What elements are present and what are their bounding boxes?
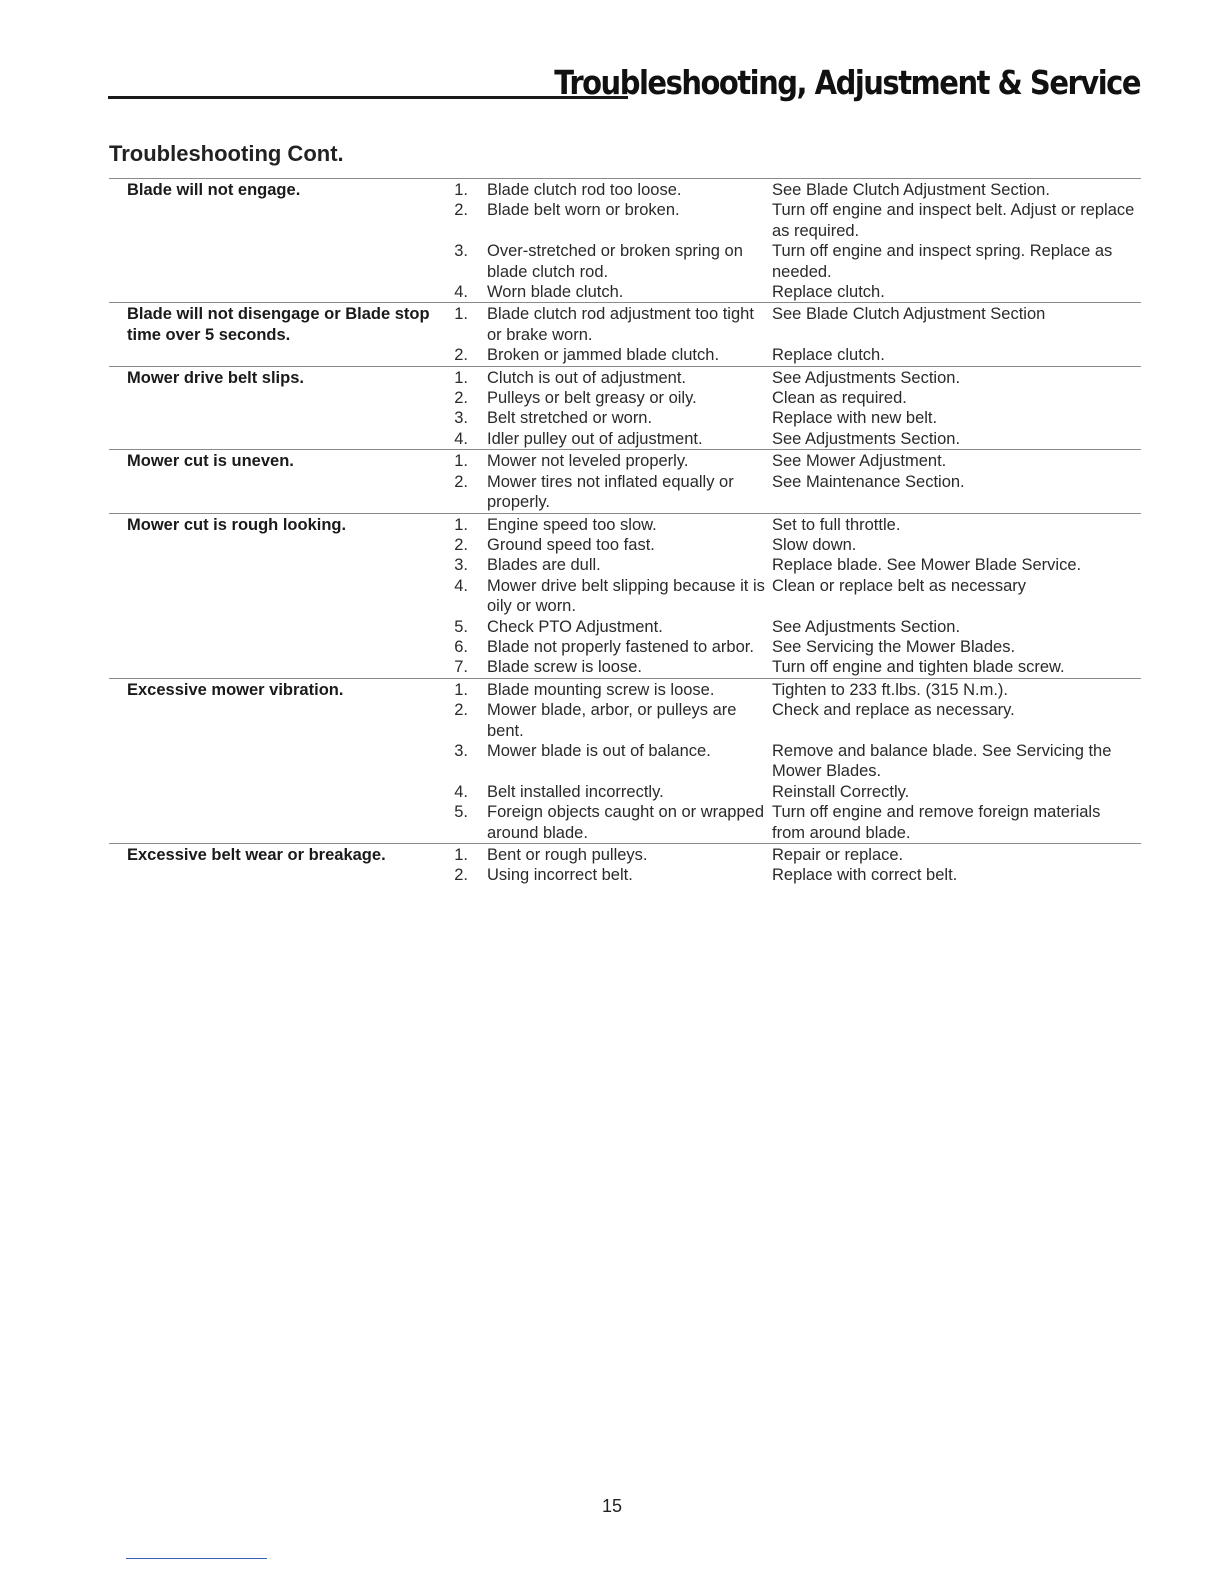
remedy-cell: Turn off engine and tighten blade screw.: [772, 658, 1065, 677]
table-row: [109, 408, 1141, 428]
cause-number: 4.: [454, 782, 468, 801]
remedy-cell: Check and replace as necessary.: [772, 701, 1015, 720]
cause-cell: Pulleys or belt greasy or oily.: [487, 389, 697, 408]
cause-cell: Check PTO Adjustment.: [487, 617, 663, 636]
remedy-cell: Replace clutch.: [772, 346, 885, 365]
table-row: [109, 241, 1141, 282]
remedy-cell: See Maintenance Section.: [772, 472, 965, 491]
remedy-cell: See Blade Clutch Adjustment Section: [772, 303, 1141, 345]
cause-number: 4.: [454, 283, 468, 302]
problem-cell: [109, 200, 430, 241]
cause-cell: Blade not properly fastened to arbor.: [487, 637, 754, 656]
cause-cell: Using incorrect belt.: [487, 866, 633, 885]
remedy-cell: Replace with correct belt.: [772, 866, 958, 885]
remedy-cell: See Adjustments Section.: [772, 617, 961, 636]
remedy-cell: Remove and balance blade. See Servicing the Mower Blades.: [772, 741, 1112, 781]
problem-cell: [109, 535, 430, 555]
cause-number: 2.: [454, 701, 468, 720]
problem-cell: [109, 408, 430, 428]
cause-cell: Blade mounting screw is loose.: [487, 678, 772, 700]
problem-cell: Mower drive belt slips.: [109, 366, 430, 388]
remedy-cell: Repair or replace.: [772, 844, 1141, 866]
cause-number: 4.: [454, 429, 468, 448]
problem-cell: Blade will not engage.: [109, 179, 430, 201]
problem-cell: Mower cut is rough looking.: [109, 513, 430, 535]
table-row: [109, 617, 1141, 637]
table-row: [109, 555, 1141, 575]
cause-number: 1.: [430, 450, 487, 472]
remedy-cell: Replace with new belt.: [772, 409, 938, 428]
problem-cell: [109, 472, 430, 513]
table-row: [109, 535, 1141, 555]
page-header-title: Troubleshooting, Adjustment & Service: [554, 63, 1140, 102]
cause-cell: Blade screw is loose.: [487, 658, 642, 677]
problem-cell: [109, 657, 430, 678]
table-row: [109, 366, 1141, 388]
table-row: [109, 657, 1141, 678]
remedy-cell: Replace blade. See Mower Blade Service.: [772, 556, 1082, 575]
remedy-cell: See Adjustments Section.: [772, 366, 1141, 388]
cause-number: 4.: [454, 576, 468, 595]
cause-cell: Mower drive belt slipping because it is oily or worn.: [487, 576, 765, 616]
problem-cell: [109, 241, 430, 282]
cause-number: 1.: [430, 678, 487, 700]
page-number: 15: [601, 1496, 623, 1516]
table-row: [109, 576, 1141, 617]
remedy-cell: Reinstall Correctly.: [772, 782, 910, 801]
cause-cell: Blade belt worn or broken.: [487, 201, 680, 220]
cause-cell: Mower blade, arbor, or pulleys are bent.: [487, 701, 737, 740]
cause-number: 2.: [454, 201, 468, 220]
table-row: [109, 678, 1141, 700]
problem-cell: [109, 865, 430, 885]
cause-cell: Blades are dull.: [487, 556, 601, 575]
cause-number: 1.: [430, 366, 487, 388]
cause-number: 3.: [454, 409, 468, 428]
problem-cell: [109, 802, 430, 843]
cause-number: 1.: [430, 179, 487, 201]
table-row: [109, 345, 1141, 366]
table-row: [109, 844, 1141, 866]
cause-cell: Idler pulley out of adjustment.: [487, 429, 703, 448]
table-row: [109, 303, 1141, 345]
table-row: [109, 782, 1141, 802]
cause-number: 1.: [430, 513, 487, 535]
problem-cell: [109, 555, 430, 575]
cause-number: 1.: [430, 844, 487, 866]
remedy-cell: See Mower Adjustment.: [772, 450, 1141, 472]
cause-number: 5.: [454, 617, 468, 636]
remedy-cell: Turn off engine and remove foreign materials from around blade.: [772, 803, 1101, 842]
table-row: [109, 637, 1141, 657]
cause-number: 3.: [454, 556, 468, 575]
cause-cell: Over-stretched or broken spring on blade clutch rod.: [487, 242, 743, 281]
cause-number: 1.: [430, 303, 487, 345]
troubleshooting-table: [109, 178, 1141, 886]
problem-cell: Blade will not disengage or Blade stop time over 5 seconds.: [109, 303, 430, 345]
problem-cell: [109, 637, 430, 657]
cause-cell: Ground speed too fast.: [487, 535, 655, 554]
remedy-cell: Set to full throttle.: [772, 513, 1141, 535]
table-row: [109, 472, 1141, 513]
table-row: [109, 865, 1141, 885]
table-row: [109, 450, 1141, 472]
remedy-cell: See Servicing the Mower Blades.: [772, 637, 1016, 656]
cause-cell: Worn blade clutch.: [487, 283, 624, 302]
cause-number: 2.: [454, 472, 468, 491]
table-row: [109, 179, 1141, 201]
table-row: [109, 741, 1141, 782]
table-row: [109, 200, 1141, 241]
cause-cell: Broken or jammed blade clutch.: [487, 346, 720, 365]
header-rule: [108, 96, 628, 99]
cause-cell: Clutch is out of adjustment.: [487, 366, 772, 388]
remedy-cell: Slow down.: [772, 535, 857, 554]
table-row: [109, 388, 1141, 408]
remedy-cell: Clean as required.: [772, 389, 907, 408]
cause-number: 2.: [454, 866, 468, 885]
cause-cell: Belt installed incorrectly.: [487, 782, 664, 801]
cause-cell: Blade clutch rod too loose.: [487, 179, 772, 201]
cause-number: 6.: [454, 637, 468, 656]
problem-cell: [109, 741, 430, 782]
cause-number: 3.: [454, 242, 468, 261]
table-row: [109, 513, 1141, 535]
problem-cell: [109, 782, 430, 802]
remedy-cell: Turn off engine and inspect belt. Adjust or replace as required.: [772, 201, 1135, 240]
cause-cell: Mower tires not inflated equally or properly.: [487, 472, 734, 512]
table-row: [109, 429, 1141, 450]
footer-link-underline: [126, 1558, 267, 1559]
remedy-cell: Replace clutch.: [772, 283, 885, 302]
remedy-cell: Clean or replace belt as necessary: [772, 576, 1027, 595]
cause-number: 7.: [454, 658, 468, 677]
problem-cell: [109, 576, 430, 617]
problem-cell: [109, 429, 430, 450]
section-title: Troubleshooting Cont.: [109, 141, 344, 166]
cause-cell: Engine speed too slow.: [487, 513, 772, 535]
cause-cell: Bent or rough pulleys.: [487, 844, 772, 866]
cause-cell: Blade clutch rod adjustment too tight or brake worn.: [487, 303, 772, 345]
problem-cell: Excessive belt wear or breakage.: [109, 844, 430, 866]
remedy-cell: See Blade Clutch Adjustment Section.: [772, 179, 1141, 201]
cause-cell: Mower blade is out of balance.: [487, 741, 711, 760]
cause-number: 5.: [454, 803, 468, 822]
table-row: [109, 802, 1141, 843]
problem-cell: [109, 700, 430, 741]
problem-cell: [109, 388, 430, 408]
problem-cell: Mower cut is uneven.: [109, 450, 430, 472]
remedy-cell: Tighten to 233 ft.lbs. (315 N.m.).: [772, 678, 1141, 700]
cause-number: 2.: [454, 389, 468, 408]
problem-cell: [109, 617, 430, 637]
cause-number: 2.: [454, 535, 468, 554]
table-row: [109, 700, 1141, 741]
cause-number: 3.: [454, 741, 468, 760]
problem-cell: [109, 282, 430, 303]
cause-number: 2.: [454, 346, 468, 365]
cause-cell: Mower not leveled properly.: [487, 450, 772, 472]
cause-cell: Belt stretched or worn.: [487, 409, 653, 428]
remedy-cell: Turn off engine and inspect spring. Replace as needed.: [772, 242, 1113, 281]
cause-cell: Foreign objects caught on or wrapped around blade.: [487, 803, 765, 842]
remedy-cell: See Adjustments Section.: [772, 429, 961, 448]
problem-cell: [109, 345, 430, 366]
table-row: [109, 282, 1141, 303]
problem-cell: Excessive mower vibration.: [109, 678, 430, 700]
